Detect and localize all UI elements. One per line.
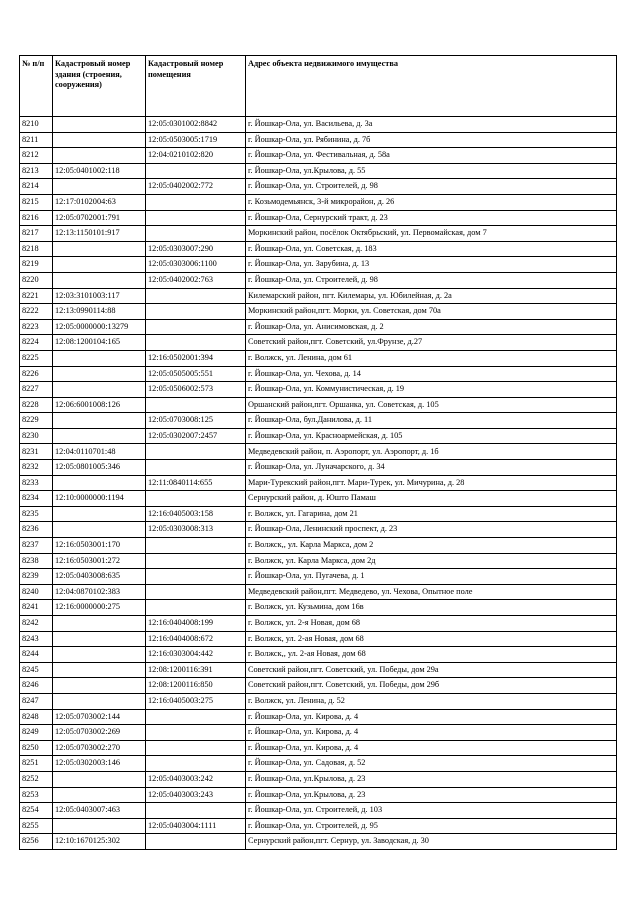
premises-cadastral-number: 12:11:0840114:655 xyxy=(146,475,246,491)
row-number: 8238 xyxy=(20,553,53,569)
row-number: 8236 xyxy=(20,522,53,538)
address: Советский район,пгт. Советский, ул.Фрунзе, д.27 xyxy=(246,335,617,351)
row-number: 8232 xyxy=(20,460,53,476)
premises-cadastral-number: 12:05:0402002:772 xyxy=(146,179,246,195)
building-cadastral-number xyxy=(53,662,146,678)
table-row xyxy=(20,818,617,834)
premises-cadastral-number xyxy=(146,538,246,554)
premises-cadastral-number: 12:05:0303006:1100 xyxy=(146,257,246,273)
building-cadastral-number xyxy=(53,428,146,444)
address: Советский район,пгт. Советский, ул. Победы, дом 29а xyxy=(246,662,617,678)
row-number: 8231 xyxy=(20,444,53,460)
building-cadastral-number: 12:03:3101003:117 xyxy=(53,288,146,304)
building-cadastral-number: 12:05:0703002:270 xyxy=(53,740,146,756)
address: Оршанский район,пгт. Оршанка, ул. Советская, д. 105 xyxy=(246,397,617,413)
row-number: 8244 xyxy=(20,647,53,663)
premises-cadastral-number: 12:05:0301002:8842 xyxy=(146,117,246,133)
table-row xyxy=(20,194,617,210)
row-number: 8252 xyxy=(20,771,53,787)
premises-cadastral-number xyxy=(146,460,246,476)
address: г. Йошкар-Ола, ул. Анисимовская, д. 2 xyxy=(246,319,617,335)
premises-cadastral-number xyxy=(146,803,246,819)
address: г. Йошкар-Ола, ул. Зарубина, д. 13 xyxy=(246,257,617,273)
building-cadastral-number: 12:16:0503001:170 xyxy=(53,538,146,554)
row-number: 8223 xyxy=(20,319,53,335)
address: г. Йошкар-Ола, ул. Кирова, д. 4 xyxy=(246,740,617,756)
table-row xyxy=(20,350,617,366)
building-cadastral-number: 12:08:1200104:165 xyxy=(53,335,146,351)
address: Медведевский район,пгт. Медведево, ул. Чехова, Опытное поле xyxy=(246,584,617,600)
building-cadastral-number: 12:06:6001008:126 xyxy=(53,397,146,413)
premises-cadastral-number: 12:08:1200116:391 xyxy=(146,662,246,678)
building-cadastral-number: 12:05:0403007:463 xyxy=(53,803,146,819)
row-number: 8247 xyxy=(20,693,53,709)
premises-cadastral-number xyxy=(146,491,246,507)
row-number: 8254 xyxy=(20,803,53,819)
row-number: 8218 xyxy=(20,241,53,257)
table-row xyxy=(20,491,617,507)
premises-cadastral-number: 12:05:0703008:125 xyxy=(146,413,246,429)
row-number: 8234 xyxy=(20,491,53,507)
address: г. Йошкар-Ола, ул.Крылова, д. 23 xyxy=(246,771,617,787)
table-row xyxy=(20,647,617,663)
building-cadastral-number: 12:05:0801005:346 xyxy=(53,460,146,476)
premises-cadastral-number xyxy=(146,444,246,460)
row-number: 8224 xyxy=(20,335,53,351)
premises-cadastral-number: 12:16:0502001:394 xyxy=(146,350,246,366)
premises-cadastral-number xyxy=(146,584,246,600)
address: г. Йошкар-Ола, ул.Крылова, д. 23 xyxy=(246,787,617,803)
table-row xyxy=(20,631,617,647)
table-row xyxy=(20,678,617,694)
table-row xyxy=(20,709,617,725)
premises-cadastral-number xyxy=(146,304,246,320)
premises-cadastral-number: 12:08:1200116:850 xyxy=(146,678,246,694)
building-cadastral-number xyxy=(53,350,146,366)
address: г. Йошкар-Ола, ул. Пугачева, д. 1 xyxy=(246,569,617,585)
premises-cadastral-number xyxy=(146,335,246,351)
building-cadastral-number xyxy=(53,475,146,491)
table-row xyxy=(20,834,617,850)
premises-cadastral-number xyxy=(146,834,246,850)
address: Килемарский район, пгт. Килемары, ул. Юбилейная, д. 2а xyxy=(246,288,617,304)
table-row xyxy=(20,288,617,304)
address: г. Йошкар-Ола, ул.Крылова, д. 55 xyxy=(246,163,617,179)
table-row xyxy=(20,662,617,678)
building-cadastral-number xyxy=(53,631,146,647)
address: г. Йошкар-Ола, ул. Строителей, д. 95 xyxy=(246,818,617,834)
premises-cadastral-number xyxy=(146,226,246,242)
row-number: 8246 xyxy=(20,678,53,694)
table-row xyxy=(20,163,617,179)
row-number: 8255 xyxy=(20,818,53,834)
premises-cadastral-number xyxy=(146,397,246,413)
building-cadastral-number xyxy=(53,413,146,429)
building-cadastral-number: 12:16:0000000:275 xyxy=(53,600,146,616)
building-cadastral-number xyxy=(53,693,146,709)
building-cadastral-number xyxy=(53,616,146,632)
premises-cadastral-number: 12:05:0402002:763 xyxy=(146,272,246,288)
address: Медведевский район, п. Аэропорт, ул. Аэропорт, д. 1б xyxy=(246,444,617,460)
row-number: 8211 xyxy=(20,132,53,148)
table-row xyxy=(20,226,617,242)
table-row xyxy=(20,600,617,616)
building-cadastral-number: 12:04:0110701:48 xyxy=(53,444,146,460)
row-number: 8233 xyxy=(20,475,53,491)
premises-cadastral-number xyxy=(146,709,246,725)
table-row xyxy=(20,803,617,819)
row-number: 8235 xyxy=(20,506,53,522)
table-row xyxy=(20,616,617,632)
address: г. Йошкар-Ола, ул. Чехова, д. 14 xyxy=(246,366,617,382)
address: Советский район,пгт. Советский, ул. Победы, дом 29б xyxy=(246,678,617,694)
table-row xyxy=(20,382,617,398)
header-building-cadastral: Кадастровый номер здания (строения, сооружения) xyxy=(53,56,146,117)
address: г. Йошкар-Ола, ул. Кирова, д. 4 xyxy=(246,725,617,741)
row-number: 8248 xyxy=(20,709,53,725)
row-number: 8210 xyxy=(20,117,53,133)
row-number: 8212 xyxy=(20,148,53,164)
row-number: 8253 xyxy=(20,787,53,803)
table-row xyxy=(20,132,617,148)
building-cadastral-number xyxy=(53,771,146,787)
row-number: 8227 xyxy=(20,382,53,398)
row-number: 8225 xyxy=(20,350,53,366)
address: г. Йошкар-Ола, Сернурский тракт, д. 23 xyxy=(246,210,617,226)
row-number: 8215 xyxy=(20,194,53,210)
table-row xyxy=(20,740,617,756)
premises-cadastral-number: 12:05:0303008:313 xyxy=(146,522,246,538)
row-number: 8226 xyxy=(20,366,53,382)
row-number: 8220 xyxy=(20,272,53,288)
premises-cadastral-number: 12:16:0404008:199 xyxy=(146,616,246,632)
address: Сернурский район,пгт. Сернур, ул. Заводская, д. 30 xyxy=(246,834,617,850)
table-row xyxy=(20,304,617,320)
table-row xyxy=(20,475,617,491)
address: г. Волжск, ул. 2-я Новая, дом 68 xyxy=(246,616,617,632)
building-cadastral-number xyxy=(53,241,146,257)
address: г. Волжск, ул. 2-ая Новая, дом 68 xyxy=(246,631,617,647)
building-cadastral-number xyxy=(53,522,146,538)
table-header-row xyxy=(20,56,617,117)
building-cadastral-number: 12:13:0990114:88 xyxy=(53,304,146,320)
premises-cadastral-number xyxy=(146,740,246,756)
row-number: 8245 xyxy=(20,662,53,678)
table-row xyxy=(20,148,617,164)
premises-cadastral-number: 12:05:0403003:243 xyxy=(146,787,246,803)
building-cadastral-number xyxy=(53,132,146,148)
building-cadastral-number: 12:05:0702001:791 xyxy=(53,210,146,226)
table-row xyxy=(20,257,617,273)
address: Моркинский район,пгт. Морки, ул. Советская, дом 70а xyxy=(246,304,617,320)
building-cadastral-number: 12:05:0703002:144 xyxy=(53,709,146,725)
table-row xyxy=(20,444,617,460)
table-row xyxy=(20,725,617,741)
table-row xyxy=(20,522,617,538)
row-number: 8221 xyxy=(20,288,53,304)
table-row xyxy=(20,272,617,288)
premises-cadastral-number xyxy=(146,194,246,210)
row-number: 8213 xyxy=(20,163,53,179)
address: г. Йошкар-Ола, ул. Луначарского, д. 34 xyxy=(246,460,617,476)
building-cadastral-number: 12:17:0102004:63 xyxy=(53,194,146,210)
row-number: 8228 xyxy=(20,397,53,413)
row-number: 8249 xyxy=(20,725,53,741)
address: г. Волжск, ул. Гагарина, дом 21 xyxy=(246,506,617,522)
building-cadastral-number xyxy=(53,179,146,195)
premises-cadastral-number: 12:05:0506002:573 xyxy=(146,382,246,398)
premises-cadastral-number: 12:05:0505005:551 xyxy=(146,366,246,382)
table-row xyxy=(20,241,617,257)
building-cadastral-number: 12:16:0503001:272 xyxy=(53,553,146,569)
table-row xyxy=(20,366,617,382)
address: г. Йошкар-Ола, ул. Строителей, д. 98 xyxy=(246,272,617,288)
address: г. Волжск, ул. Ленина, д. 52 xyxy=(246,693,617,709)
address: г. Волжск, ул. Ленина, дом 61 xyxy=(246,350,617,366)
table-row xyxy=(20,413,617,429)
address: г. Йошкар-Ола, ул. Строителей, д. 103 xyxy=(246,803,617,819)
address: г. Йошкар-Ола, ул. Садовая, д. 52 xyxy=(246,756,617,772)
table-row xyxy=(20,787,617,803)
premises-cadastral-number xyxy=(146,553,246,569)
building-cadastral-number xyxy=(53,382,146,398)
table-row xyxy=(20,553,617,569)
building-cadastral-number: 12:04:0870102:383 xyxy=(53,584,146,600)
table-row xyxy=(20,179,617,195)
building-cadastral-number: 12:10:1670125:302 xyxy=(53,834,146,850)
table-row xyxy=(20,584,617,600)
table-row xyxy=(20,428,617,444)
building-cadastral-number: 12:10:0000000:1194 xyxy=(53,491,146,507)
building-cadastral-number: 12:13:1150101:917 xyxy=(53,226,146,242)
address: г. Волжск, ул. Кузьмина, дом 16в xyxy=(246,600,617,616)
building-cadastral-number: 12:05:0302003:146 xyxy=(53,756,146,772)
building-cadastral-number xyxy=(53,818,146,834)
address: Моркинский район, посёлок Октябрьский, ул. Первомайская, дом 7 xyxy=(246,226,617,242)
table-row xyxy=(20,693,617,709)
address: Мари-Турекский район,пгт. Мари-Турек, ул. Мичурина, д. 28 xyxy=(246,475,617,491)
premises-cadastral-number xyxy=(146,319,246,335)
address: г. Йошкар-Ола, ул. Фестивальная, д. 58а xyxy=(246,148,617,164)
building-cadastral-number: 12:05:0000000:13279 xyxy=(53,319,146,335)
row-number: 8237 xyxy=(20,538,53,554)
table-row xyxy=(20,756,617,772)
building-cadastral-number xyxy=(53,787,146,803)
premises-cadastral-number xyxy=(146,756,246,772)
table-row xyxy=(20,319,617,335)
header-number: № п/п xyxy=(20,56,53,117)
building-cadastral-number xyxy=(53,647,146,663)
premises-cadastral-number xyxy=(146,600,246,616)
address: г. Йошкар-Ола, Ленинский проспект, д. 23 xyxy=(246,522,617,538)
building-cadastral-number xyxy=(53,506,146,522)
building-cadastral-number xyxy=(53,678,146,694)
building-cadastral-number: 12:05:0703002:269 xyxy=(53,725,146,741)
address: г. Йошкар-Ола, ул. Советская, д. 183 xyxy=(246,241,617,257)
row-number: 8230 xyxy=(20,428,53,444)
premises-cadastral-number: 12:04:0210102:820 xyxy=(146,148,246,164)
address: г. Йошкар-Ола, бул.Данилова, д. 11 xyxy=(246,413,617,429)
premises-cadastral-number: 12:05:0403004:1111 xyxy=(146,818,246,834)
building-cadastral-number xyxy=(53,117,146,133)
table-row xyxy=(20,538,617,554)
row-number: 8243 xyxy=(20,631,53,647)
header-premises-cadastral: Кадастровый номер помещения xyxy=(146,56,246,117)
row-number: 8242 xyxy=(20,616,53,632)
table-row xyxy=(20,771,617,787)
premises-cadastral-number xyxy=(146,210,246,226)
address: г. Козьмодемьянск, 3-й микрорайон, д. 26 xyxy=(246,194,617,210)
table-row xyxy=(20,569,617,585)
row-number: 8240 xyxy=(20,584,53,600)
address: г. Волжск, ул. Карла Маркса, дом 2д xyxy=(246,553,617,569)
row-number: 8241 xyxy=(20,600,53,616)
table-row xyxy=(20,117,617,133)
row-number: 8251 xyxy=(20,756,53,772)
address: Сернурский район, д. Юшто Памаш xyxy=(246,491,617,507)
table-row xyxy=(20,506,617,522)
row-number: 8217 xyxy=(20,226,53,242)
table-row xyxy=(20,397,617,413)
building-cadastral-number xyxy=(53,148,146,164)
address: г. Йошкар-Ола, ул. Красноармейская, д. 105 xyxy=(246,428,617,444)
row-number: 8239 xyxy=(20,569,53,585)
row-number: 8229 xyxy=(20,413,53,429)
premises-cadastral-number: 12:16:0303004:442 xyxy=(146,647,246,663)
premises-cadastral-number: 12:16:0405003:158 xyxy=(146,506,246,522)
table-row xyxy=(20,210,617,226)
building-cadastral-number xyxy=(53,272,146,288)
address: г. Йошкар-Ола, ул. Строителей, д. 98 xyxy=(246,179,617,195)
row-number: 8256 xyxy=(20,834,53,850)
row-number: 8219 xyxy=(20,257,53,273)
address: г. Йошкар-Ола, ул. Васильева, д. 3а xyxy=(246,117,617,133)
premises-cadastral-number: 12:05:0302007:2457 xyxy=(146,428,246,444)
header-address: Адрес объекта недвижимого имущества xyxy=(246,56,617,117)
premises-cadastral-number xyxy=(146,288,246,304)
address: г. Волжск,, ул. Карла Маркса, дом 2 xyxy=(246,538,617,554)
building-cadastral-number xyxy=(53,366,146,382)
address: г. Йошкар-Ола, ул. Кирова, д. 4 xyxy=(246,709,617,725)
table-row xyxy=(20,460,617,476)
premises-cadastral-number: 12:16:0404008:672 xyxy=(146,631,246,647)
address: г. Йошкар-Ола, ул. Коммунистическая, д. 19 xyxy=(246,382,617,398)
row-number: 8250 xyxy=(20,740,53,756)
premises-cadastral-number xyxy=(146,569,246,585)
premises-cadastral-number: 12:16:0405003:275 xyxy=(146,693,246,709)
premises-cadastral-number: 12:05:0503005:1719 xyxy=(146,132,246,148)
building-cadastral-number xyxy=(53,257,146,273)
address: г. Йошкар-Ола, ул. Рябинина, д. 7б xyxy=(246,132,617,148)
address: г. Волжск,, ул. 2-ая Новая, дом 68 xyxy=(246,647,617,663)
row-number: 8222 xyxy=(20,304,53,320)
building-cadastral-number: 12:05:0401002:118 xyxy=(53,163,146,179)
row-number: 8216 xyxy=(20,210,53,226)
premises-cadastral-number: 12:05:0403003:242 xyxy=(146,771,246,787)
premises-cadastral-number xyxy=(146,163,246,179)
table-row xyxy=(20,335,617,351)
premises-cadastral-number xyxy=(146,725,246,741)
premises-cadastral-number: 12:05:0303007:290 xyxy=(146,241,246,257)
property-table xyxy=(19,55,617,850)
row-number: 8214 xyxy=(20,179,53,195)
building-cadastral-number: 12:05:0403008:635 xyxy=(53,569,146,585)
